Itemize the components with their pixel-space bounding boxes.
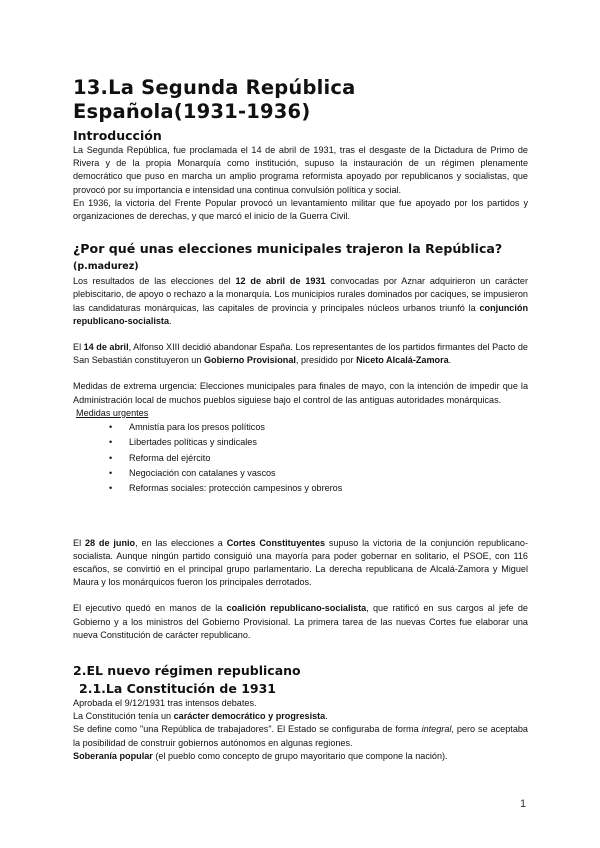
elections-paragraph bbox=[73, 275, 528, 328]
constituent-cortes-paragraph bbox=[73, 537, 528, 590]
list-item-text: Amnistía para los presos políticos bbox=[129, 422, 265, 433]
bullet-icon: • bbox=[109, 452, 113, 463]
list-item bbox=[73, 481, 528, 496]
text: Los resultados de las elecciones del bbox=[73, 276, 236, 287]
cortes-emphasis: Cortes Constituyentes bbox=[226, 537, 326, 548]
text: El bbox=[73, 342, 84, 353]
sovereignty-emphasis: Soberanía popular bbox=[73, 750, 153, 761]
text: , que ratificó en sus cargos al jefe de Gobierno y a los ministros del Gobierno Provisional. La primera tarea de las nuevas Cortes fue elaborar una nueva Constitución de carácter republicano. bbox=[73, 603, 528, 640]
text: (el pueblo como concepto de grupo mayoritario que compone la nación). bbox=[152, 750, 448, 761]
text: . bbox=[169, 315, 172, 326]
text: La Constitución tenía un bbox=[73, 711, 174, 722]
integral-emphasis: integral bbox=[421, 724, 452, 735]
text: El ejecutivo quedó en manos de la bbox=[73, 603, 227, 614]
list-item-text: Libertades políticas y sindicales bbox=[129, 437, 257, 448]
bullet-icon: • bbox=[109, 437, 113, 448]
date-emphasis: 14 de abril bbox=[83, 342, 129, 353]
question-heading-note: (p.madurez) bbox=[73, 261, 139, 273]
date-emphasis: 12 de abril de 1931 bbox=[235, 276, 326, 287]
intro-paragraph-1: La Segunda República, fue proclamada el 14 de abril de 1931, tras el desgaste de la Dictadura de Primo de Rivera y de la propia Monarquía como institución, supuso la instauración de un régimen plenamente democrático que puso en marcha un amplio programa reformista apoyado por republicanos y socialistas, que provocó por su importancia e intensidad una continua convulsión política y social. bbox=[73, 145, 528, 195]
text: , pero se aceptaba la posibilidad de construir gobiernos autónomos en algunas regiones. bbox=[73, 724, 528, 748]
section-question-heading bbox=[73, 241, 528, 275]
approval-line: Aprobada el 9/12/1931 tras intensos debates. bbox=[73, 697, 257, 708]
executive-paragraph bbox=[73, 602, 528, 642]
character-line bbox=[73, 710, 528, 723]
bullet-icon: • bbox=[109, 422, 113, 433]
list-item bbox=[73, 451, 528, 466]
list-item bbox=[73, 435, 528, 450]
intro-paragraph-2: En 1936, la victoria del Frente Popular provocó un levantamiento militar que fue apoyado por los partidos y organizaciones de derechas, y que marcó el inicio de la Guerra Civil. bbox=[73, 197, 528, 222]
text: supuso la victoria de la conjunción republicano-socialista. Aunque ningún partido consiguió una mayoría para poder gobernar en solitario, el PSOE, con 116 escaños, se convirtió en el principal grupo parlamentario. La derecha republicana de Alcalá-Zamora y Miguel Maura y los monárquicos fueron los principales derrotados. bbox=[73, 537, 528, 588]
text: convocadas por Aznar adquirieron un carácter plebiscitario, de apoyo o rechazo a la monarquía. Los municipios rurales dominados por caciques, se impusieron las candidaturas monárquicas, las capitales de provincia y principales núcleos urbanos triunfó la bbox=[73, 276, 528, 313]
text: , Alfonso XIII decidió abandonar España. Los representantes de los partidos firmantes del Pacto de San Sebastián constituyeron un bbox=[73, 342, 528, 366]
measures-label bbox=[73, 407, 528, 420]
text: . bbox=[325, 711, 328, 722]
section-2-1-heading: 2.1.La Constitución de 1931 bbox=[79, 680, 276, 696]
text: , en las elecciones a bbox=[135, 537, 227, 548]
conjunction-emphasis: conjunción republicano-socialista bbox=[73, 302, 528, 326]
sovereignty-line bbox=[73, 750, 528, 763]
intro-heading: Introducción bbox=[73, 128, 162, 143]
measures-list bbox=[73, 420, 528, 496]
urgent-measures-paragraph: Medidas de extrema urgencia: Elecciones municipales para finales de mayo, con la intención de impedir que la Administración local de muchos pueblos siguiese bajo el control de las antiguas autoridades monárquicas. bbox=[73, 381, 528, 405]
measures-label-text: Medidas urgentes bbox=[76, 407, 149, 418]
provisional-government-paragraph bbox=[73, 341, 528, 367]
bullet-icon: • bbox=[109, 483, 113, 494]
president-emphasis: Niceto Alcalá-Zamora bbox=[356, 355, 449, 366]
list-item bbox=[73, 420, 528, 435]
date-emphasis: 28 de junio bbox=[84, 537, 136, 548]
section-2-heading: 2.EL nuevo régimen republicano bbox=[73, 662, 301, 678]
text: Se define como "una República de trabajadores". El Estado se configuraba de forma bbox=[73, 724, 422, 735]
character-emphasis: carácter democrático y progresista bbox=[173, 711, 326, 722]
government-emphasis: Gobierno Provisional bbox=[203, 355, 296, 366]
question-heading-text: ¿Por qué unas elecciones municipales trajeron la República? bbox=[73, 241, 503, 257]
page-title: 13.La Segunda República Española(1931-1936) bbox=[73, 76, 356, 123]
list-item-text: Reformas sociales: protección campesinos y obreros bbox=[129, 483, 343, 494]
page-number: 1 bbox=[520, 798, 527, 810]
list-item-text: Reforma del ejército bbox=[129, 452, 211, 463]
list-item bbox=[73, 466, 528, 481]
coalition-emphasis: coalición republicano-socialista bbox=[226, 603, 367, 614]
text: . bbox=[448, 355, 452, 366]
text: , presidido por bbox=[295, 355, 357, 366]
list-item-text: Negociación con catalanes y vascos bbox=[129, 467, 276, 478]
page-content bbox=[73, 76, 528, 763]
bullet-icon: • bbox=[109, 467, 113, 478]
definition-line bbox=[73, 723, 528, 749]
text: El bbox=[73, 537, 85, 548]
